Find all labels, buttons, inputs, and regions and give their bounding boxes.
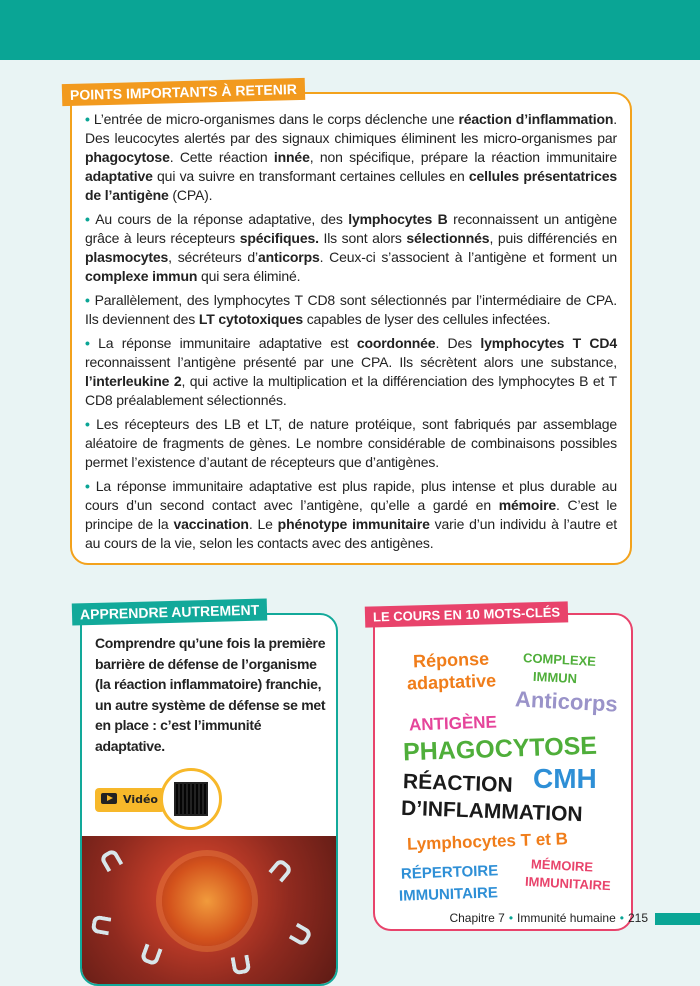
text-segment: Au cours de la réponse adaptative, des	[95, 211, 349, 227]
keywords-box	[373, 613, 633, 931]
keyword: IMMUNITAIRE	[398, 884, 499, 905]
keyword-bold: sélectionnés	[406, 230, 490, 246]
key-point-paragraph	[85, 477, 617, 553]
text-segment: (CPA).	[168, 187, 213, 203]
keyword: RÉPERTOIRE	[400, 862, 499, 883]
footer-bar	[655, 913, 700, 925]
media-row	[82, 764, 336, 836]
key-point-paragraph	[85, 334, 617, 410]
keyword-bold: l’interleukine 2	[85, 373, 182, 389]
key-points-title: POINTS IMPORTANTS À RETENIR	[62, 78, 305, 106]
keyword-bold: innée	[273, 149, 310, 165]
qr-code[interactable]	[160, 768, 222, 830]
keyword-bold: mémoire	[498, 497, 557, 513]
text-segment: , non spécifique, prépare la réaction immunitaire	[309, 149, 617, 165]
keywords-title: LE COURS EN 10 MOTS-CLÉS	[365, 601, 569, 627]
antibody-illustration	[99, 848, 124, 873]
keyword: CMH	[533, 763, 597, 794]
text-segment: . C’est le principe de la	[85, 497, 617, 532]
text-segment: Ils sont alors	[318, 230, 407, 246]
text-segment: . Cette réaction	[169, 149, 274, 165]
keyword-bold: lymphocytes B	[348, 211, 448, 227]
keyword: Anticorps	[514, 686, 619, 717]
learn-differently-box	[80, 613, 338, 986]
qr-code-icon	[176, 784, 206, 814]
text-segment: reconnaissent l’antigène présenté par une CPA. Ils sécrètent alors une substance,	[85, 354, 617, 370]
video-label: Vidéo	[123, 793, 158, 806]
key-point-paragraph	[85, 415, 617, 472]
text-segment: , sécréteurs d’	[168, 249, 258, 265]
keyword-bold: spécifiques.	[239, 230, 319, 246]
bullet-icon: •	[85, 111, 94, 127]
text-segment: qui sera éliminé.	[197, 268, 301, 284]
text-segment: . Ceux-ci s’associent à l’antigène et forment un	[319, 249, 617, 265]
text-segment: . Des	[435, 335, 481, 351]
antibody-illustration	[268, 857, 293, 882]
footer-chapter: Chapitre 7	[449, 911, 505, 925]
text-segment: . Le	[248, 516, 278, 532]
key-point-paragraph	[85, 110, 617, 205]
key-points-box	[70, 92, 632, 565]
bullet-icon: •	[85, 211, 96, 227]
keyword-bold: complexe immun	[85, 268, 198, 284]
bullet-icon: •	[85, 416, 97, 432]
keyword: COMPLEXE	[522, 650, 597, 669]
video-button[interactable]	[95, 788, 165, 812]
virus-antibody-image	[82, 836, 338, 984]
keyword: Réponse	[412, 648, 490, 672]
play-icon	[101, 793, 117, 804]
text-segment: , puis différenciés en	[489, 230, 617, 246]
keyword-bold: plasmocytes	[85, 249, 169, 265]
bullet-icon: •	[85, 335, 99, 351]
antibody-illustration	[289, 923, 314, 948]
text-segment: La réponse immunitaire adaptative est	[98, 335, 357, 351]
text-segment: L’entrée de micro-organismes dans le corps déclenche une	[93, 111, 459, 127]
keyword: IMMUN	[532, 668, 578, 687]
learn-differently-text: Comprendre qu’une fois la première barrière de défense de l’organisme (la réaction inflammatoire) franchie, un autre système de défense se met en place : c’est l’immunité adaptative.	[95, 635, 326, 754]
keyword: RÉACTION	[402, 770, 514, 797]
keyword-bold: phénotype immunitaire	[277, 516, 430, 532]
antibody-illustration	[139, 943, 162, 966]
virus-illustration	[162, 856, 252, 946]
keyword: ANTIGÈNE	[408, 712, 498, 735]
keyword: Lymphocytes T et B	[406, 829, 569, 854]
keyword-bold: adaptative	[85, 168, 153, 184]
bullet-icon: •	[85, 292, 95, 308]
keyword: D’INFLAMMATION	[400, 796, 583, 827]
bullet-icon: •	[85, 478, 96, 494]
page-footer: Chapitre 7 • Immunité humaine • 215	[449, 911, 648, 925]
key-point-paragraph	[85, 291, 617, 329]
keyword-bold: anticorps	[257, 249, 320, 265]
keyword-bold: coordonnée	[356, 335, 436, 351]
keyword-bold: LT cytotoxiques	[198, 311, 303, 327]
key-point-paragraph	[85, 210, 617, 286]
text-segment: varie d’un individu à l’autre et au cours de la vie, selon les contacts avec des antigènes.	[85, 516, 618, 551]
keyword-bold: phagocytose	[85, 149, 170, 165]
keyword: MÉMOIRE	[530, 856, 594, 875]
text-segment: La réponse immunitaire adaptative est plus rapide, plus intense et plus durable au cours d’un second contact avec l’antigène, qu’elle a gardé en	[85, 478, 617, 513]
text-segment: . Des leucocytes alertés par des signaux chimiques éliminent les micro-organismes par	[85, 111, 618, 146]
keyword-bold: vaccination	[173, 516, 249, 532]
text-segment: reconnaissent un antigène grâce à leurs récepteurs	[85, 211, 618, 246]
keyword-bold: réaction d’inflammation	[458, 111, 614, 127]
antibody-illustration	[91, 915, 112, 936]
keyword: IMMUNITAIRE	[524, 873, 612, 894]
keyword-bold: lymphocytes T CD4	[480, 335, 617, 351]
learn-differently-title: APPRENDRE AUTREMENT	[72, 598, 268, 625]
text-segment: , qui active la multiplication et la différenciation des lymphocytes B et T CD8 préalablement sélectionnés.	[85, 373, 617, 408]
antibody-illustration	[231, 955, 252, 976]
text-segment: qui va suivre en transformant certaines cellules en	[152, 168, 469, 184]
header-band	[0, 0, 700, 60]
text-segment: Les récepteurs des LB et LT, de nature protéique, sont fabriqués par assemblage aléatoire de fragments de gènes. Le nombre considérable de combinaisons possibles permet l’existence d’autant de récepteurs que d’antigènes.	[85, 416, 617, 470]
text-segment: capables de lyser des cellules infectées.	[302, 311, 551, 327]
footer-title: Immunité humaine	[517, 911, 616, 925]
keyword-bold: cellules présentatrices de l’antigène	[85, 168, 617, 203]
keyword: adaptative	[406, 670, 497, 694]
page-number: 215	[627, 911, 648, 925]
text-segment: Parallèlement, des lymphocytes T CD8 sont sélectionnés par l’intermédiaire de CPA. Ils deviennent des	[85, 292, 617, 327]
keyword: PHAGOCYTOSE	[402, 731, 598, 767]
